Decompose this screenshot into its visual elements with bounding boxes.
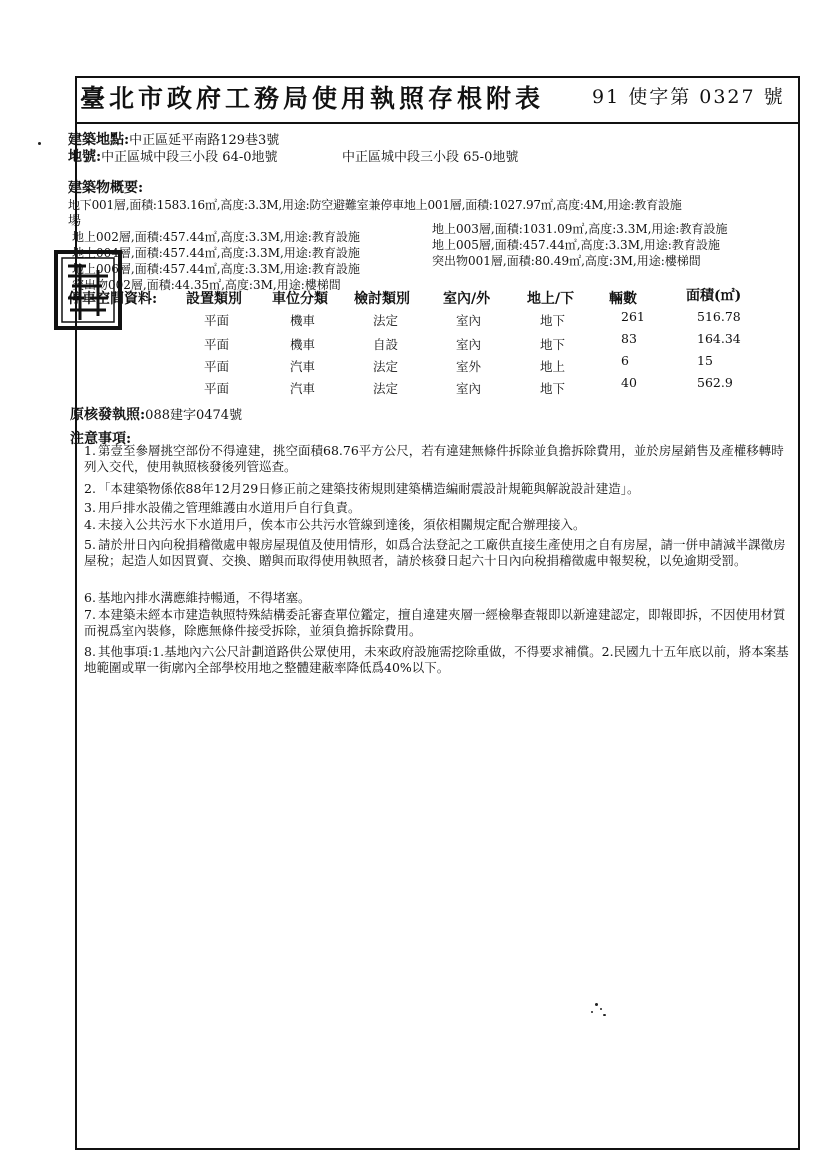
table-cell: 平面 xyxy=(204,337,230,352)
overview-line-1b: 場 xyxy=(68,214,82,229)
table-cell: 6 xyxy=(621,353,629,368)
table-cell: 地下 xyxy=(540,381,566,396)
page-title: 臺北市政府工務局使用執照存根附表 xyxy=(80,84,545,113)
note-item-1: 1. 第壹至參層挑空部份不得違建，挑空面積68.76平方公尺，若有違建無條件拆除並負擔拆除費用，並於房屋銷售及產權移轉時列入交代，使用執照核發後列管巡查。 xyxy=(84,443,784,474)
note-item-2: 2. 「本建築物係依88年12月29日修正前之建築技術規則建築構造編耐震設計規範與解說設計建造」。 xyxy=(84,481,640,496)
col-header-setting-type: 設置類別 xyxy=(186,291,242,307)
table-cell: 汽車 xyxy=(290,359,316,374)
table-cell: 83 xyxy=(621,331,637,346)
overview-right-2: 地上005層,面積:457.44㎡,高度:3.3M,用途:教育設施 xyxy=(432,238,720,252)
table-cell: 15 xyxy=(697,353,713,368)
table-cell: 法定 xyxy=(373,381,399,396)
table-cell: 室內 xyxy=(456,337,482,352)
overview-left-3: 地上006層,面積:457.44㎡,高度:3.3M,用途:教育設施 xyxy=(72,262,360,276)
overview-left-1: 地上002層,面積:457.44㎡,高度:3.3M,用途:教育設施 xyxy=(72,230,360,244)
table-cell: 機車 xyxy=(290,313,316,328)
table-cell: 地上 xyxy=(540,359,566,374)
title-divider xyxy=(75,122,800,124)
scan-speck xyxy=(38,142,41,145)
note-item-4: 4. 未接入公共污水下水道用戶，俟本市公共污水管線到達後，須依相關規定配合辦理接入。 xyxy=(84,517,586,532)
table-cell: 562.9 xyxy=(697,375,733,390)
overview-line-1: 地下001層,面積:1583.16㎡,高度:3.3M,用途:防空避難室兼停車地上001層,面積:1027.97㎡,高度:4M,用途:教育設施 xyxy=(68,198,682,212)
note-item-6: 6. 基地內排水溝應維持暢通，不得堵塞。 xyxy=(84,590,311,605)
col-header-above-below: 地上/下 xyxy=(527,291,575,307)
note-item-8: 8. 其他事項:1.基地內六公尺計劃道路供公眾使用，未來政府設施需挖除重做，不得要求補償。2.民國九十五年底以前，將本案基地範圍或單一街廓內全部學校用地之整體建蔽率降低爲40%以下。 xyxy=(84,644,789,675)
table-cell: 汽車 xyxy=(290,381,316,396)
overview-right-1: 地上003層,面積:1031.09㎡,高度:3.3M,用途:教育設施 xyxy=(432,222,728,236)
original-permit-value: 088建字0474號 xyxy=(145,408,243,423)
overview-right-3: 突出物001層,面積:80.49㎡,高度:3M,用途:樓梯間 xyxy=(432,254,701,268)
note-item-5: 5. 請於卅日內向稅捐稽徵處申報房屋現值及使用情形，如爲合法登記之工廠供直接生產使用之自有房屋，請一併申請減半課徵房屋稅；起造人如因買賣、交換、贈與而取得使用執照者，請於核發日起六十日內向稅捐稽徵處申報契稅，以免逾期受罰。 xyxy=(84,537,786,568)
table-cell: 平面 xyxy=(204,381,230,396)
table-cell: 室內 xyxy=(456,313,482,328)
document-number: 91 使字第 0327 號 xyxy=(592,86,785,108)
lot-value-1: 中正區城中段三小段 64-0地號 xyxy=(101,150,278,165)
table-cell: 261 xyxy=(621,309,645,324)
col-header-indoor-outdoor: 室內/外 xyxy=(443,291,491,307)
overview-label: 建築物概要: xyxy=(68,180,144,196)
original-permit-label: 原核發執照: xyxy=(70,407,146,423)
lot-label: 地號: xyxy=(68,149,102,165)
table-cell: 平面 xyxy=(204,359,230,374)
address-value: 中正區延平南路129巷3號 xyxy=(129,133,280,148)
scan-speck xyxy=(591,1011,593,1013)
table-cell: 室外 xyxy=(456,359,482,374)
scan-speck xyxy=(600,1008,602,1010)
scan-speck xyxy=(595,1003,598,1006)
address-row xyxy=(68,133,279,148)
address-label: 建築地點: xyxy=(68,132,130,148)
table-cell: 平面 xyxy=(204,313,230,328)
table-cell: 40 xyxy=(621,375,637,390)
overview-left-2: 地上004層,面積:457.44㎡,高度:3.3M,用途:教育設施 xyxy=(72,246,360,260)
overview-left-4: 突出物002層,面積:44.35㎡,高度:3M,用途:樓梯間 xyxy=(72,278,341,292)
table-cell: 地下 xyxy=(540,313,566,328)
table-cell: 法定 xyxy=(373,313,399,328)
parking-label: 停車空間資料: xyxy=(68,291,158,307)
table-cell: 地下 xyxy=(540,337,566,352)
table-cell: 164.34 xyxy=(697,331,741,346)
scan-speck xyxy=(603,1014,606,1016)
original-permit-row xyxy=(70,408,242,423)
official-stamp xyxy=(50,246,126,334)
notes-label: 注意事項: xyxy=(70,431,132,447)
table-cell: 室內 xyxy=(456,381,482,396)
col-header-space-class: 車位分類 xyxy=(272,291,328,307)
col-header-review-class: 檢討類別 xyxy=(354,291,410,307)
note-item-3: 3. 用戶排水設備之管理維護由水道用戶自行負責。 xyxy=(84,500,361,515)
table-cell: 516.78 xyxy=(697,309,741,324)
note-item-7: 7. 本建築未經本市建造執照特殊結構委託審查單位鑑定，擅自違建夾層一經檢舉查報即以新違建認定，即報即拆，不因使用材質而視爲室內裝修，除應無條件接受拆除，並須負擔拆除費用。 xyxy=(84,607,786,638)
lot-row xyxy=(68,150,278,165)
col-header-count: 輛數 xyxy=(609,291,637,307)
table-cell: 自設 xyxy=(373,337,399,352)
lot-value-2: 中正區城中段三小段 65-0地號 xyxy=(342,150,519,165)
col-header-area: 面積(㎡) xyxy=(686,288,742,304)
table-cell: 法定 xyxy=(373,359,399,374)
table-cell: 機車 xyxy=(290,337,316,352)
